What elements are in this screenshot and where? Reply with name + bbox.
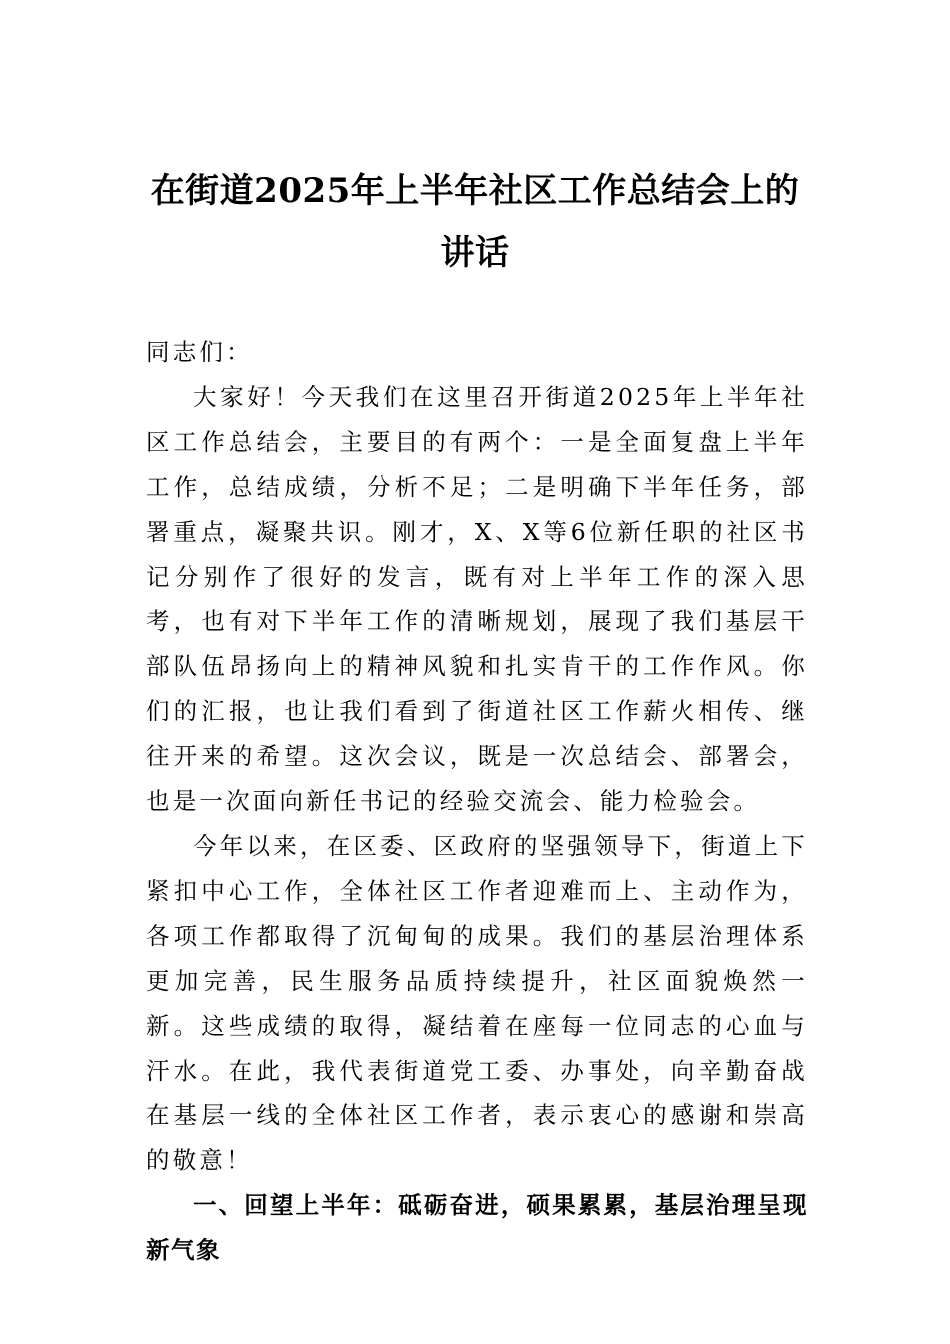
paragraph-1: 大家好！今天我们在这里召开街道2025年上半年社区工作总结会，主要目的有两个：一是全面复盘上半年工作，总结成绩，分析不足；二是明确下半年任务，部署重点，凝聚共识。刚才，X、X等6位新任职的社区书记分别作了很好的发言，既有对上半年工作的深入思考，也有对下半年工作的清晰规划，展现了我们基层干部队伍昂扬向上的精神风貌和扎实肯干的工作作风。你们的汇报，也让我们看到了街道社区工作薪火相传、继往开来的希望。这次会议，既是一次总结会、部署会，也是一次面向新任书记的经验交流会、能力检验会。 bbox=[146, 382, 808, 816]
section-heading: 一、回望上半年：砥砺奋进，硕果累累，基层治理呈现新气象 bbox=[146, 1191, 808, 1265]
document-body bbox=[146, 330, 808, 1273]
document-title bbox=[140, 160, 810, 284]
title-line-1: 在街道2025年上半年社区工作总结会上的 bbox=[150, 171, 800, 211]
greeting: 同志们： bbox=[146, 338, 253, 366]
title-line-2: 讲话 bbox=[440, 233, 510, 273]
paragraph-2: 今年以来，在区委、区政府的坚强领导下，街道上下紧扣中心工作，全体社区工作者迎难而上、主动作为，各项工作都取得了沉甸甸的成果。我们的基层治理体系更加完善，民生服务品质持续提升，社区面貌焕然一新。这些成绩的取得，凝结着在座每一位同志的心血与汗水。在此，我代表街道党工委、办事处，向辛勤奋战在基层一线的全体社区工作者，表示衷心的感谢和崇高的敬意！ bbox=[146, 831, 808, 1175]
